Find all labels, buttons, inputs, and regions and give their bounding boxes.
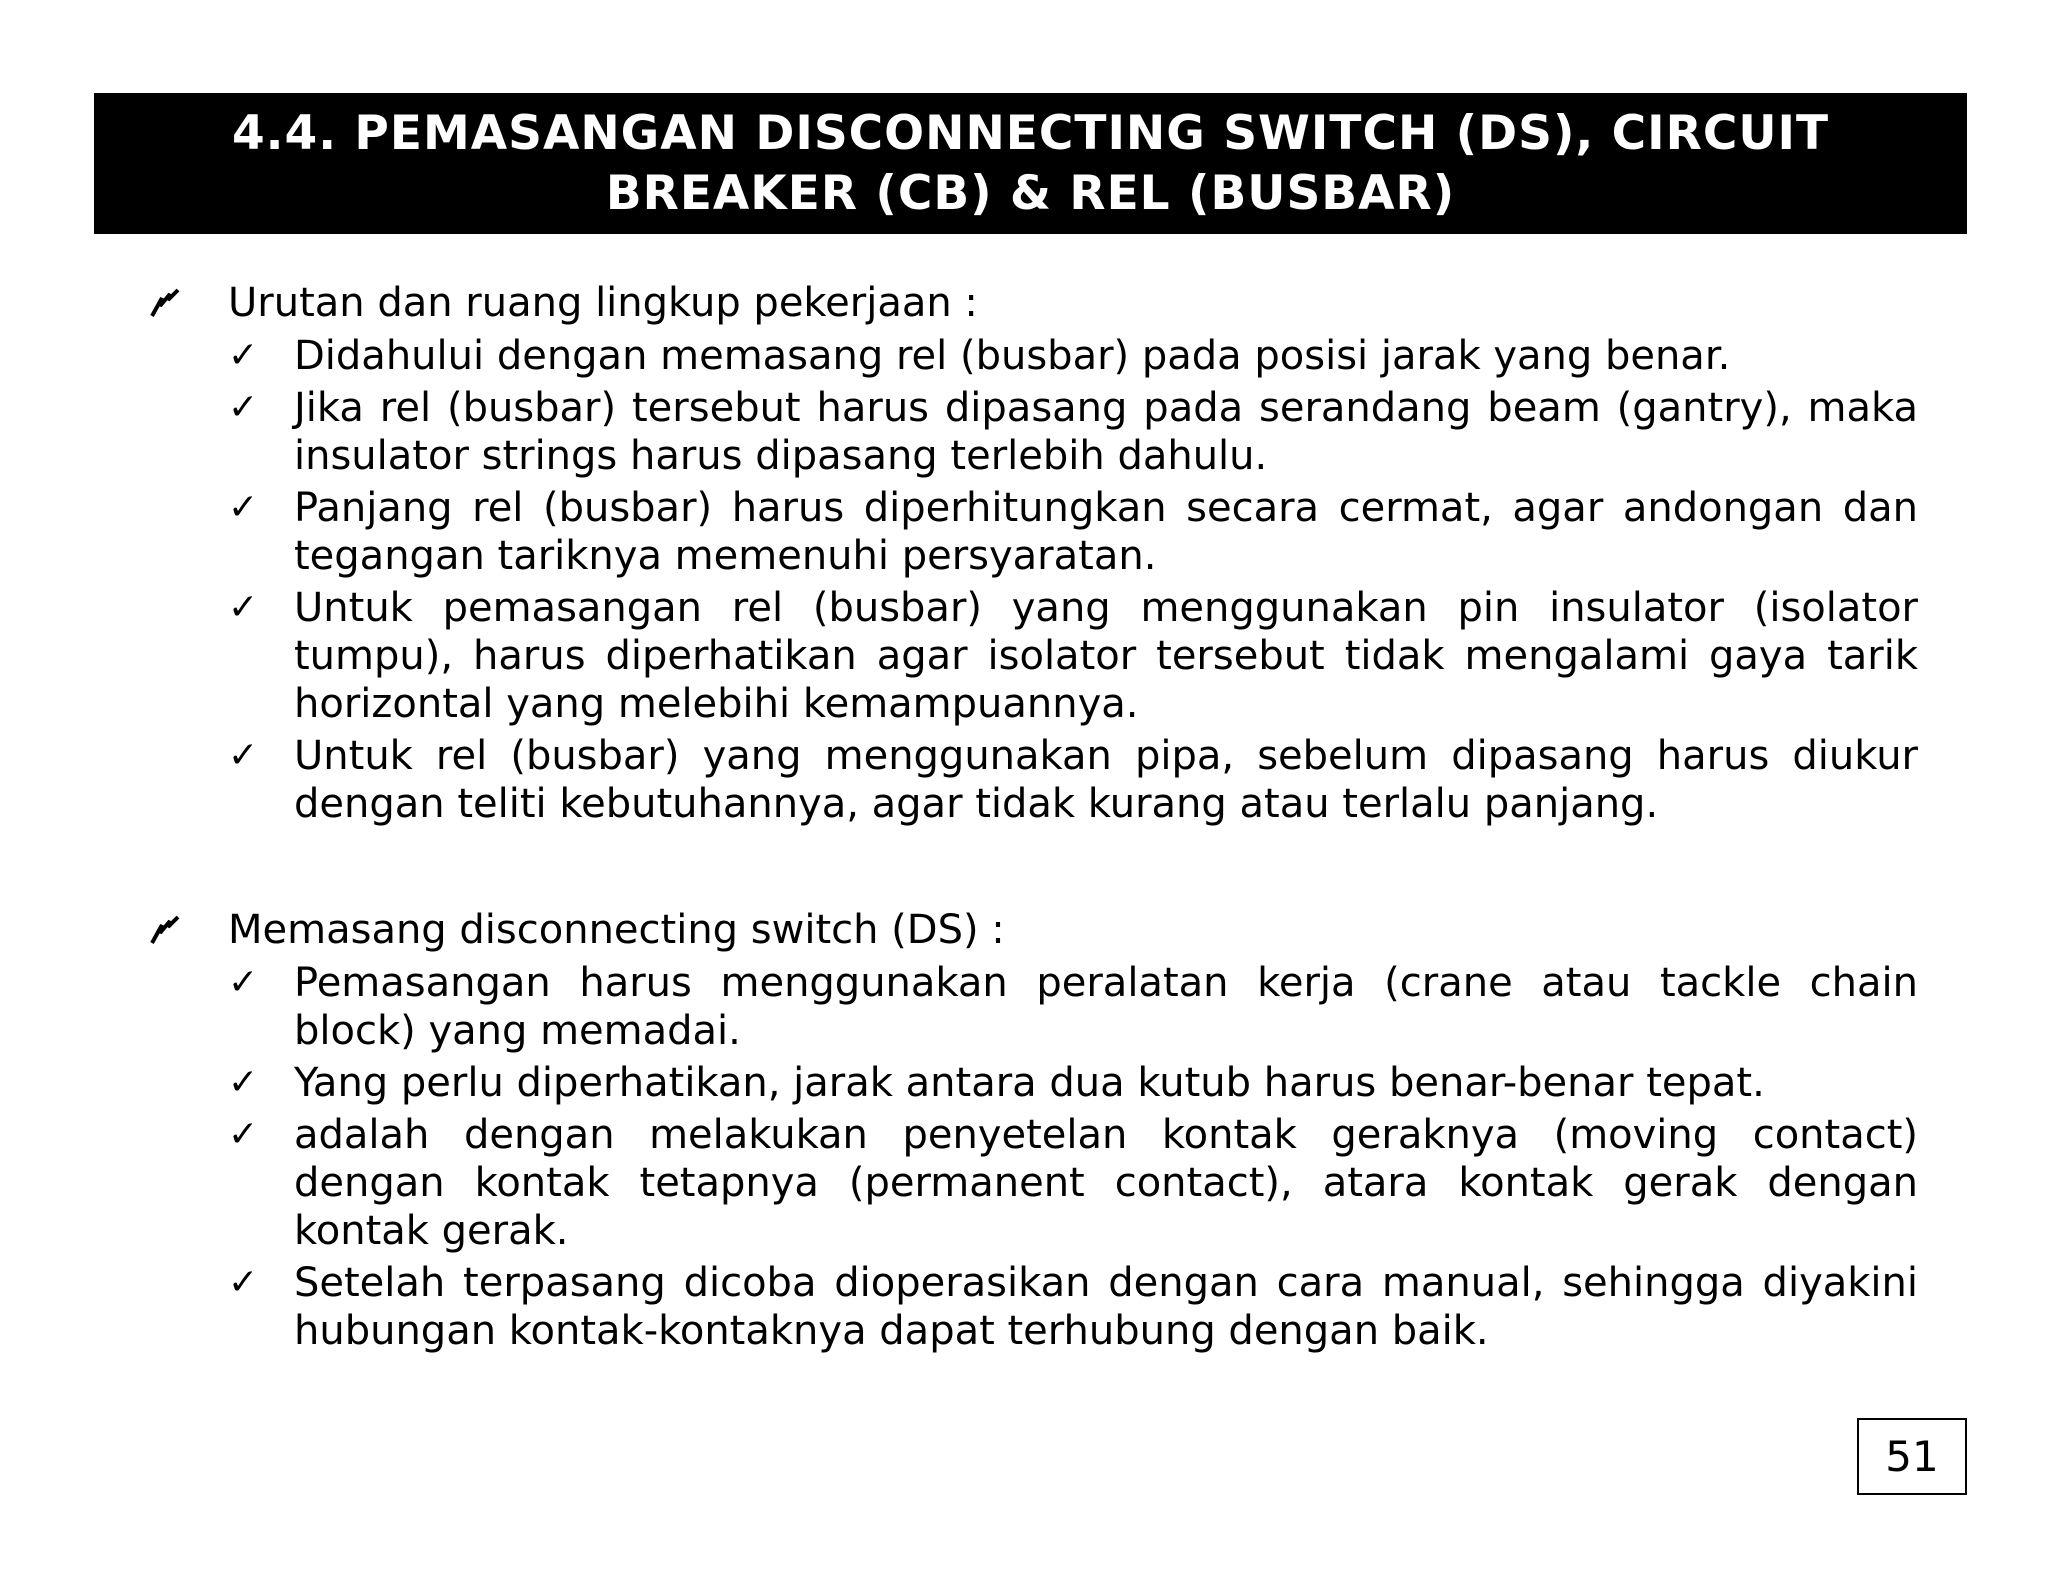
section-heading: Memasang disconnecting switch (DS) : (228, 907, 1005, 953)
section-heading: Urutan dan ruang lingkup pekerjaan : (228, 280, 978, 326)
list-item-text: adalah dengan melakukan penyetelan kontak geraknya (moving contact) dengan kontak tetapnya (permanent contact), atara kontak gerak dengan kontak gerak. (294, 1112, 1918, 1254)
list-item (228, 1111, 1918, 1255)
list-item (228, 484, 1918, 580)
list-item (228, 959, 1918, 1055)
page-number: 51 (1885, 1432, 1939, 1481)
title-line-1: 4.4. PEMASANGAN DISCONNECTING SWITCH (DS), CIRCUIT (231, 105, 1830, 161)
list-item-text: Setelah terpasang dicoba dioperasikan dengan cara manual, sehingga diyakini hubungan kontak-kontaknya dapat terhubung dengan baik. (294, 1260, 1918, 1354)
check-icon: ✓ (228, 1114, 259, 1155)
list-item (228, 384, 1918, 480)
section-heading-row (148, 905, 1918, 955)
list-item-text: Untuk rel (busbar) yang menggunakan pipa, sebelum dipasang harus diukur dengan teliti kebutuhannya, agar tidak kurang atau terlalu panjang. (294, 733, 1918, 827)
section-title-bar (94, 93, 1967, 234)
section-work-sequence (148, 278, 1918, 828)
list-item-text: Jika rel (busbar) tersebut harus dipasang pada serandang beam (gantry), maka insulator strings harus dipasang terlebih dahulu. (294, 385, 1918, 479)
lightning-bolt-icon (148, 905, 228, 955)
list-item (228, 1059, 1918, 1107)
check-icon: ✓ (228, 1062, 259, 1103)
list-item (228, 332, 1918, 380)
check-icon: ✓ (228, 962, 259, 1003)
check-icon: ✓ (228, 735, 259, 776)
section-title (232, 104, 1829, 224)
page-number-box (1857, 1418, 1967, 1495)
list-item (228, 732, 1918, 828)
lightning-bolt-icon (148, 278, 228, 328)
list-item-text: Untuk pemasangan rel (busbar) yang menggunakan pin insulator (isolator tumpu), harus diperhatikan agar isolator tersebut tidak mengalami gaya tarik horizontal yang melebihi kemampuannya. (294, 585, 1918, 727)
check-icon: ✓ (228, 387, 259, 428)
list-item-text: Yang perlu diperhatikan, jarak antara dua kutub harus benar-benar tepat. (294, 1060, 1765, 1106)
title-line-2: BREAKER (CB) & REL (BUSBAR) (605, 165, 1456, 221)
check-icon: ✓ (228, 487, 259, 528)
list-item-text: Pemasangan harus menggunakan peralatan kerja (crane atau tackle chain block) yang memadai. (294, 960, 1918, 1054)
check-icon: ✓ (228, 587, 259, 628)
list-item (228, 1259, 1918, 1355)
section-heading-row (148, 278, 1918, 328)
list-item-text: Didahului dengan memasang rel (busbar) pada posisi jarak yang benar. (294, 333, 1731, 379)
list-item (228, 584, 1918, 728)
check-icon: ✓ (228, 335, 259, 376)
bullet-list (228, 959, 1918, 1355)
section-install-ds (148, 905, 1918, 1355)
bullet-list (228, 332, 1918, 828)
check-icon: ✓ (228, 1262, 259, 1303)
list-item-text: Panjang rel (busbar) harus diperhitungkan secara cermat, agar andongan dan tegangan tariknya memenuhi persyaratan. (294, 485, 1918, 579)
